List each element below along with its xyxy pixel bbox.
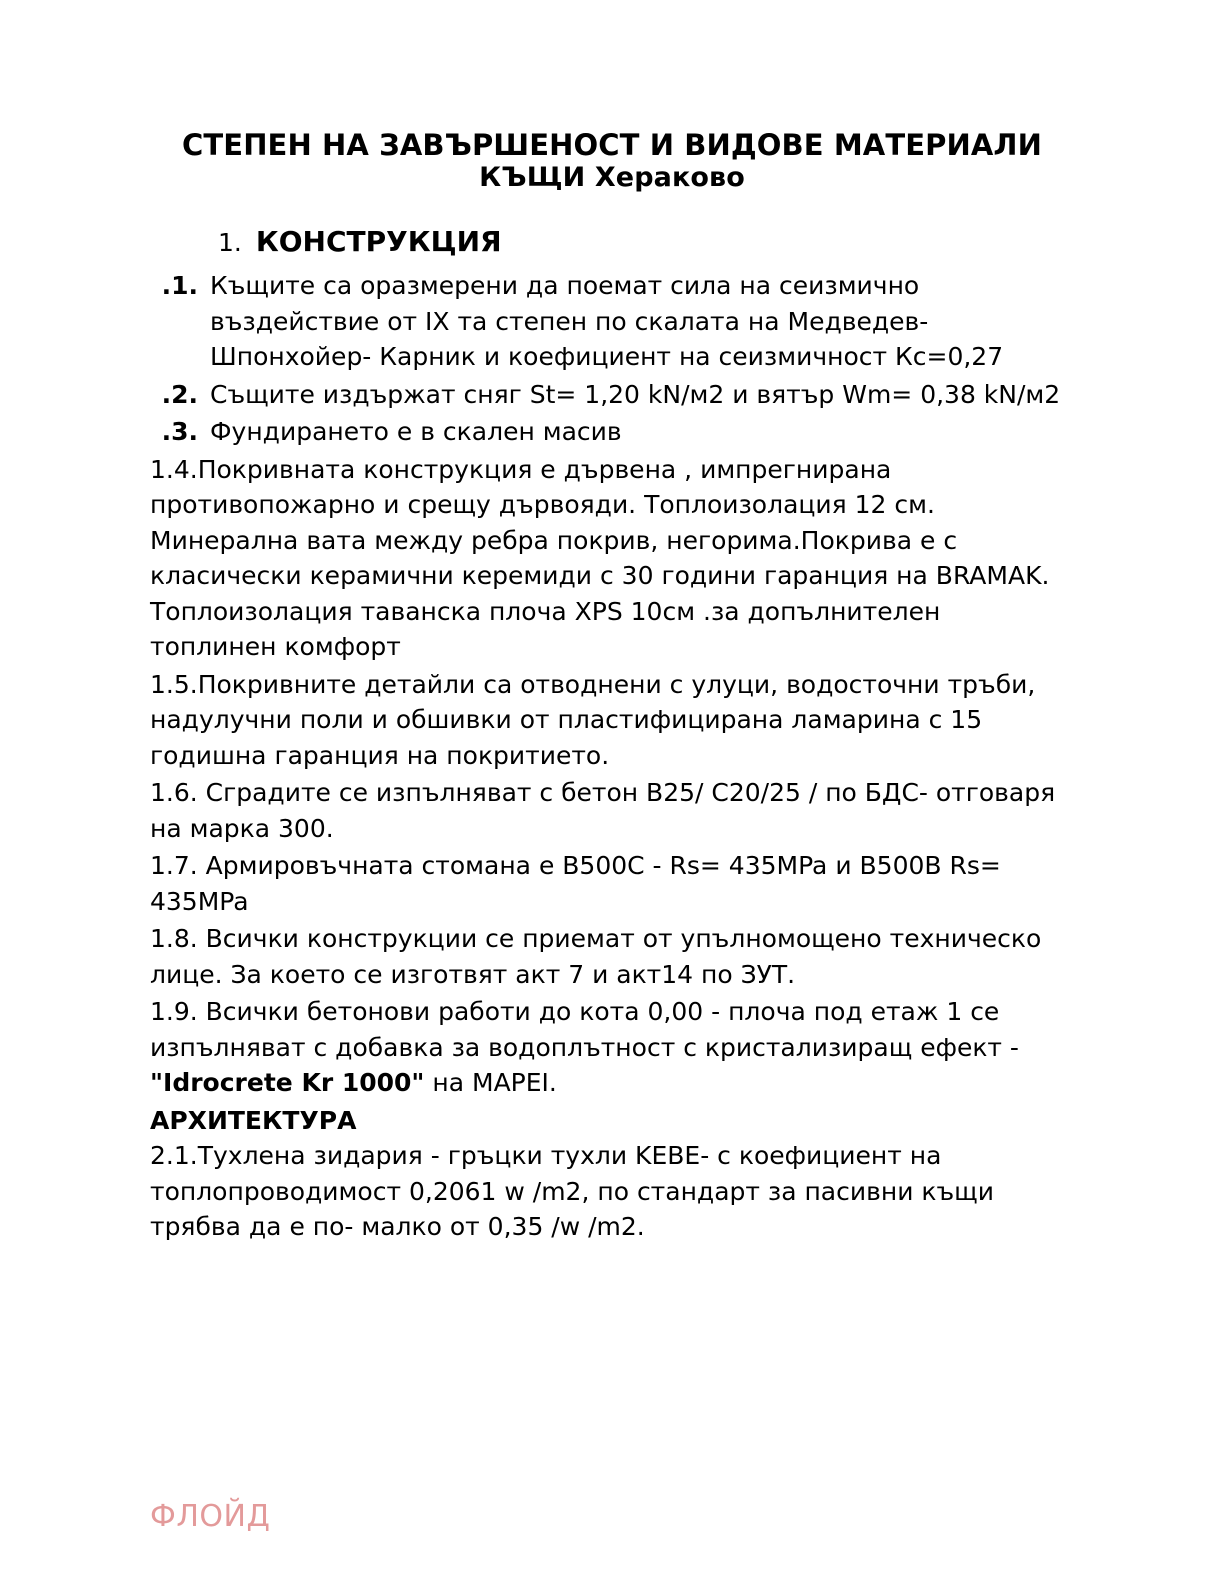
section-heading-architecture: АРХИТЕКТУРА xyxy=(150,1105,357,1135)
list-item-text: Къщите са оразмерени да поемат сила на сеизмично въздействие от IX та степен по скалата на Медведев-Шпонхойер- Карник и коефициент на сеизмичност Кс=0,27 xyxy=(210,271,1004,372)
section-number: 1. xyxy=(218,228,242,258)
list-item xyxy=(150,414,1074,450)
paragraph-1-5: 1.5.Покривните детайли са отводнени с улуци, водосточни тръби, надулучни поли и обшивки от пластифицирана ламарина с 15 годишна гаранция на покритието. xyxy=(150,669,1036,770)
list-item xyxy=(150,377,1074,413)
list-item-text: Фундирането е в скален масив xyxy=(210,417,622,447)
document-title xyxy=(150,128,1074,194)
title-line-1: СТЕПЕН НА ЗАВЪРШЕНОСТ И ВИДОВЕ МАТЕРИАЛИ xyxy=(182,128,1042,162)
paragraph-2-1: 2.1.Тухлена зидария - гръцки тухли KEBE- с коефициент на топлопроводимост 0,2061 w /m2, по стандарт за пасивни къщи трябва да е по- малко от 0,35 /w /m2. xyxy=(150,1141,994,1242)
paragraph-1-8: 1.8. Всички конструкции се приемат от упълномощено техническо лице. За което се изготвят акт 7 и акт14 по ЗУТ. xyxy=(150,924,1042,989)
paragraph-1-4: 1.4.Покривната конструкция е дървена , импрегнирана противопожарно и срещу дървояди. Топлоизолация 12 см. Минерална вата между ребра покрив, негорима.Покрива е с класически керамични керемиди с 30 години гаранция на BRAMAK. Топлоизолация таванска плоча XPS 10см .за допълнителен топлинен комфорт xyxy=(150,454,1050,662)
list-item-marker: .1. xyxy=(161,271,198,301)
section-heading-construction xyxy=(218,224,1074,260)
footer-watermark: ФЛОЙД xyxy=(150,1499,271,1534)
paragraph-1-9 xyxy=(150,994,1074,1101)
list-item-text: Същите издържат сняг St= 1,20 kN/м2 и вятър Wm= 0,38 kN/м2 xyxy=(210,379,1061,409)
paragraph-1-9-suffix: на MAPEI. xyxy=(424,1068,557,1098)
list-item xyxy=(150,268,1074,375)
list-item-marker: .2. xyxy=(161,379,198,409)
product-name-idrocrete: "Idrocrete Kr 1000" xyxy=(150,1068,425,1098)
paragraph-1-9-prefix: 1.9. Всички бетонови работи до кота 0,00 - плоча под етаж 1 се изпълняват с добавка за водоплътност с кристализиращ ефект - xyxy=(150,997,1019,1062)
title-line-2: КЪЩИ Хераково xyxy=(479,162,745,194)
list-item-marker: .3. xyxy=(161,417,198,447)
paragraph-1-6: 1.6. Сградите се изпълняват с бетон B25/ C20/25 / по БДС- отговаря на марка 300. xyxy=(150,778,1056,843)
section-title: КОНСТРУКЦИЯ xyxy=(255,225,502,259)
paragraph-1-7: 1.7. Армировъчната стомана е B500C - Rs= 435MPa и B500B Rs= 435MPa xyxy=(150,851,1001,916)
